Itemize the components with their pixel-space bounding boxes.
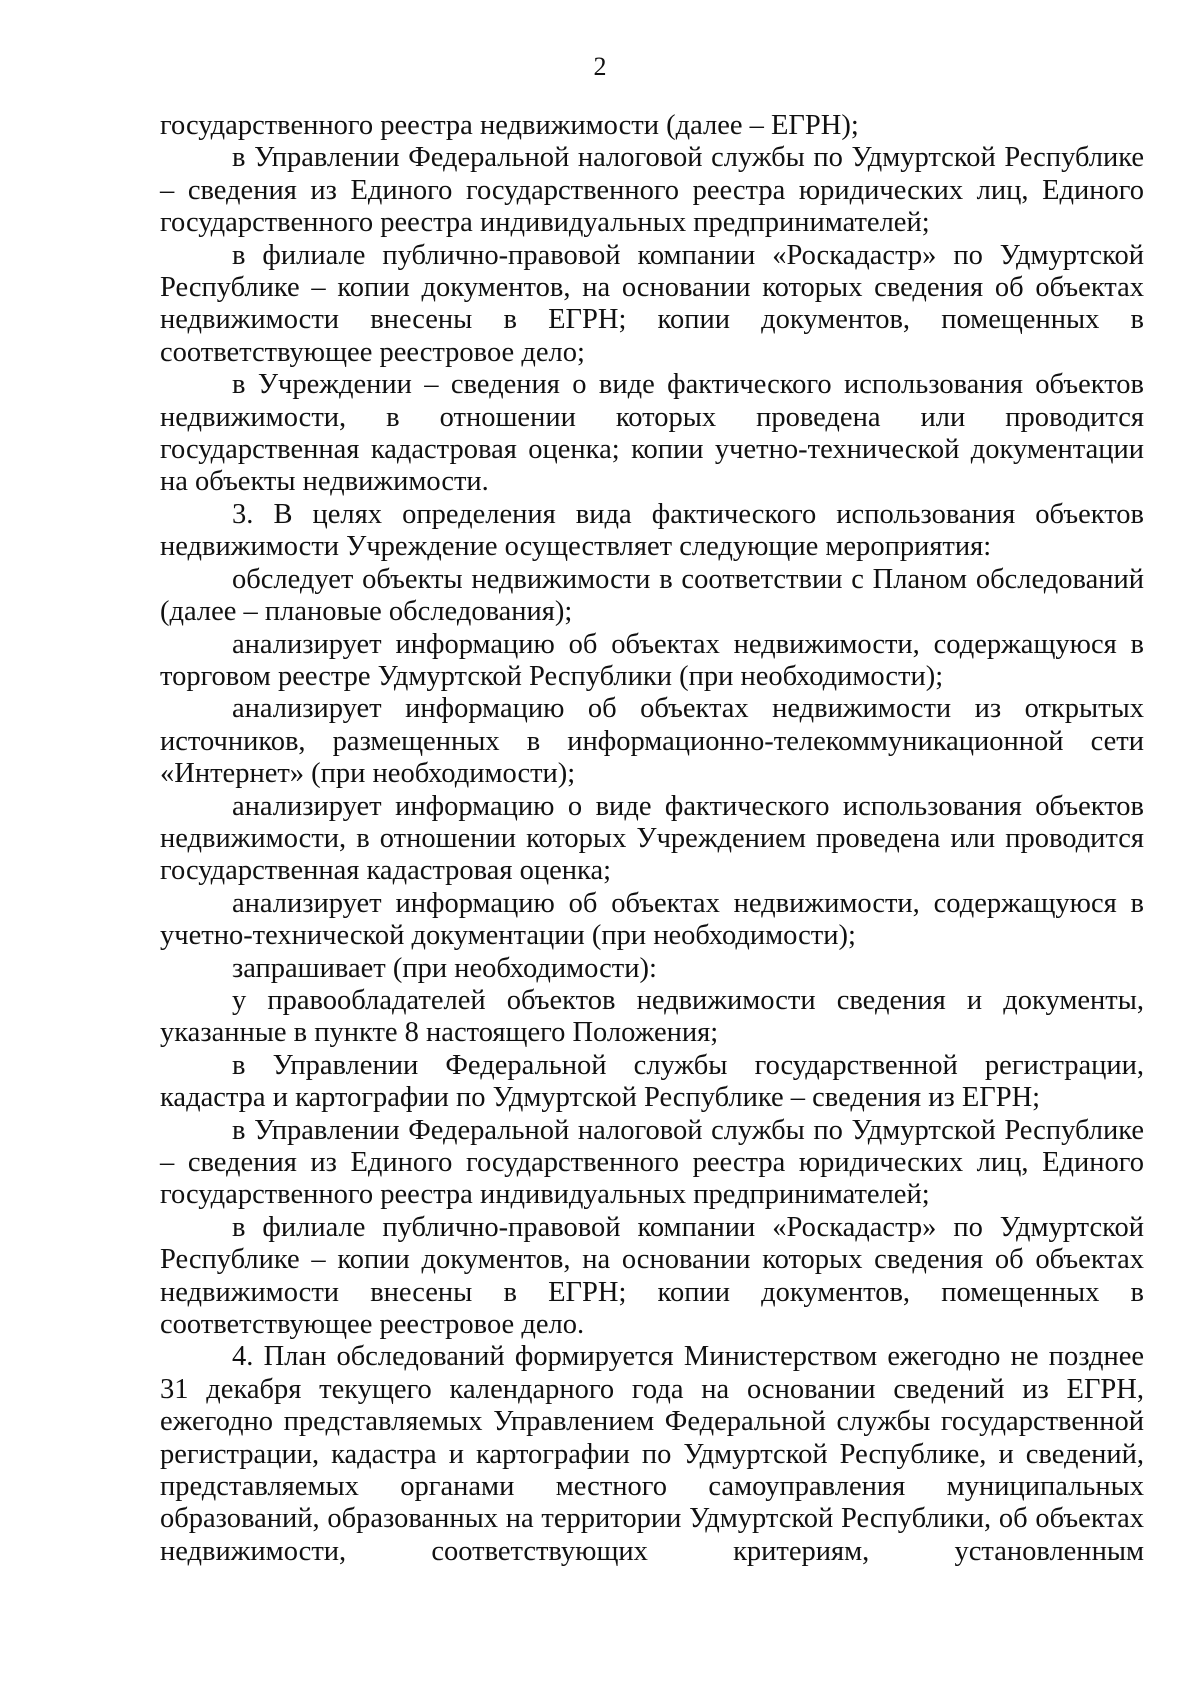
paragraph-rosreestr: в Управлении Федеральной службы государственной регистрации, кадастра и картографии по Удмуртской Республике – сведения из ЕГРН; xyxy=(160,1049,1144,1114)
paragraph-technical-docs: анализирует информацию об объектах недвижимости, содержащуюся в учетно-технической документации (при необходимости); xyxy=(160,887,1144,952)
paragraph-trade-registry: анализирует информацию об объектах недвижимости, содержащуюся в торговом реестре Удмуртской Республики (при необходимости); xyxy=(160,628,1144,692)
paragraph-institution-request: в Учреждении – сведения о виде фактического использования объектов недвижимости, в отношении которых проведена или проводится государственная кадастровая оценка; копии учетно-технической документации на объекты недвижимости. xyxy=(160,369,1144,498)
paragraph-actual-use: анализирует информацию о виде фактического использования объектов недвижимости, в отношении которых Учреждением проведена или проводится государственная кадастровая оценка; xyxy=(160,790,1144,887)
paragraph-surveys: обследует объекты недвижимости в соответствии с Планом обследований (далее – плановые обследования); xyxy=(160,563,1144,628)
paragraph-open-sources: анализирует информацию об объектах недвижимости из открытых источников, размещенных в информационно-телекоммуникационной сети «Интернет» (при необходимости); xyxy=(160,693,1144,790)
paragraph-item-3: 3. В целях определения вида фактического использования объектов недвижимости Учреждение осуществляет следующие мероприятия: xyxy=(160,498,1144,563)
paragraph-continuation: государственного реестра недвижимости (далее – ЕГРН); xyxy=(160,110,859,141)
page-number: 2 xyxy=(593,52,607,81)
paragraph-requests-heading: запрашивает (при необходимости): xyxy=(232,952,657,984)
paragraph-fns-repeat: в Управлении Федеральной налоговой службы по Удмуртской Республике – сведения из Единого государственного реестра юридических лиц, Единого государственного реестра индивидуальных предпринимателей; xyxy=(160,1114,1144,1211)
document-body xyxy=(160,110,1144,1568)
paragraph-roskadastr-request: в филиале публично-правовой компании «Роскадастр» по Удмуртской Республике – копии документов, на основании которых сведения об объектах недвижимости внесены в ЕГРН; копии документов, помещенных в соответствующее реестровое дело; xyxy=(160,239,1144,368)
paragraph-fns-request: в Управлении Федеральной налоговой службы по Удмуртской Республике – сведения из Единого государственного реестра юридических лиц, Единого государственного реестра индивидуальных предпринимателей; xyxy=(160,142,1144,239)
paragraph-item-4: 4. План обследований формируется Министерством ежегодно не позднее 31 декабря текущего календарного года на основании сведений из ЕГРН, ежегодно представляемых Управлением Федеральной службы государственной регистрации, кадастра и картографии по Удмуртской Республике, и сведений, представляемых органами местного самоуправления муниципальных образований, образованных на территории Удмуртской Республики, об объектах недвижимости, соответствующих критериям, установленным xyxy=(160,1341,1144,1567)
paragraph-owners: у правообладателей объектов недвижимости сведения и документы, указанные в пункте 8 настоящего Положения; xyxy=(160,984,1144,1049)
paragraph-roskadastr-repeat: в филиале публично-правовой компании «Роскадастр» по Удмуртской Республике – копии документов, на основании которых сведения об объектах недвижимости внесены в ЕГРН; копии документов, помещенных в соответствующее реестровое дело. xyxy=(160,1211,1144,1341)
